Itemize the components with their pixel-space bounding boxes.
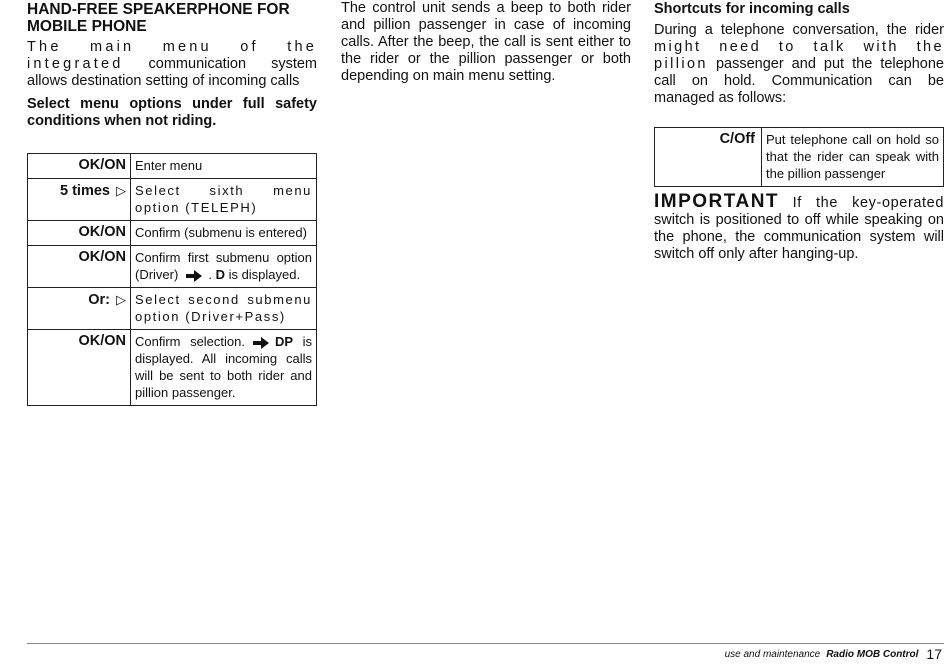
important-note bbox=[654, 193, 944, 263]
step-description bbox=[131, 246, 317, 288]
footer-section: use and maintenance bbox=[724, 649, 821, 660]
safety-note: Select menu options under full safety conditions when not riding. bbox=[27, 96, 317, 129]
step-key bbox=[28, 179, 131, 221]
step-description: Enter menu bbox=[131, 154, 317, 179]
step-text-end: is displayed. All incoming calls will be sent to both rider and pillion passenger. bbox=[135, 334, 312, 400]
table-row bbox=[655, 128, 944, 187]
triangle-right-icon: ▷ bbox=[116, 183, 126, 198]
display-code: DP bbox=[274, 334, 294, 349]
page-footer bbox=[725, 646, 942, 662]
table-row bbox=[28, 154, 317, 179]
shortcuts-heading: Shortcuts for incoming calls bbox=[654, 1, 850, 17]
arrow-right-icon bbox=[186, 270, 202, 282]
step-description: Select second submenu option (Driver+Pass) bbox=[131, 288, 317, 330]
step-description bbox=[131, 330, 317, 406]
table-row bbox=[28, 246, 317, 288]
table-row bbox=[28, 288, 317, 330]
step-text-mid: . bbox=[208, 267, 216, 282]
page-number: 17 bbox=[926, 646, 942, 662]
step-key: OK/ON bbox=[28, 154, 131, 179]
shortcut-description: Put telephone call on hold so that the rider can speak with the pillion passenger bbox=[762, 128, 944, 187]
intro-spaced: The main menu of the integrated bbox=[27, 39, 317, 72]
left-column bbox=[27, 0, 317, 406]
right-column bbox=[654, 0, 944, 263]
shortcuts-paragraph bbox=[654, 22, 944, 107]
beep-paragraph: The control unit sends a beep to both rider and pillion passenger in case of incoming calls. After the beep, the call is sent either to the rider or the pillion passenger or both depending on main menu setting. bbox=[341, 0, 631, 84]
shortcut-table bbox=[654, 127, 944, 187]
shortcut-key: C/Off bbox=[655, 128, 762, 187]
shortcuts-text-start: During a telephone conversation, the rider bbox=[654, 22, 944, 38]
step-description: Confirm (submenu is entered) bbox=[131, 221, 317, 246]
step-key: OK/ON bbox=[28, 221, 131, 246]
section-title: HAND-FREE SPEAKERPHONE FOR MOBILE PHONE bbox=[27, 1, 290, 35]
step-text-end: is displayed. bbox=[224, 267, 301, 282]
triangle-right-icon: ▷ bbox=[116, 292, 126, 307]
arrow-right-icon bbox=[253, 337, 269, 349]
shortcuts-text-end: passenger and put the telephone call on hold. Communication can be managed as follows: bbox=[654, 56, 944, 106]
intro-paragraph bbox=[27, 39, 317, 90]
step-key bbox=[28, 288, 131, 330]
table-row bbox=[28, 221, 317, 246]
step-description: Select sixth menu option (TELEPH) bbox=[131, 179, 317, 221]
important-text-start: If the key-operated bbox=[792, 195, 944, 211]
important-text-rest: switch is positioned to off while speaking on the phone, the communication system will switch off only after hanging-up. bbox=[654, 212, 944, 262]
shortcuts-text-spaced: might need to talk with the pillion bbox=[654, 39, 944, 72]
footer-divider bbox=[27, 643, 944, 644]
menu-steps-table bbox=[27, 153, 317, 406]
middle-column bbox=[341, 0, 631, 85]
footer-brand: Radio MOB Control bbox=[826, 649, 919, 660]
step-text-start: Confirm selection. bbox=[135, 334, 245, 349]
step-key-label: Or: bbox=[88, 292, 110, 308]
step-key: OK/ON bbox=[28, 330, 131, 406]
important-label: IMPORTANT bbox=[654, 191, 780, 212]
table-row bbox=[28, 330, 317, 406]
step-text-start: Confirm first submenu option (Driver) bbox=[135, 250, 312, 282]
display-code: D bbox=[215, 267, 225, 282]
step-key-label: 5 times bbox=[60, 183, 110, 199]
intro-rest: communication system allows destination setting of incoming calls bbox=[27, 56, 317, 89]
table-row bbox=[28, 179, 317, 221]
step-key: OK/ON bbox=[28, 246, 131, 288]
